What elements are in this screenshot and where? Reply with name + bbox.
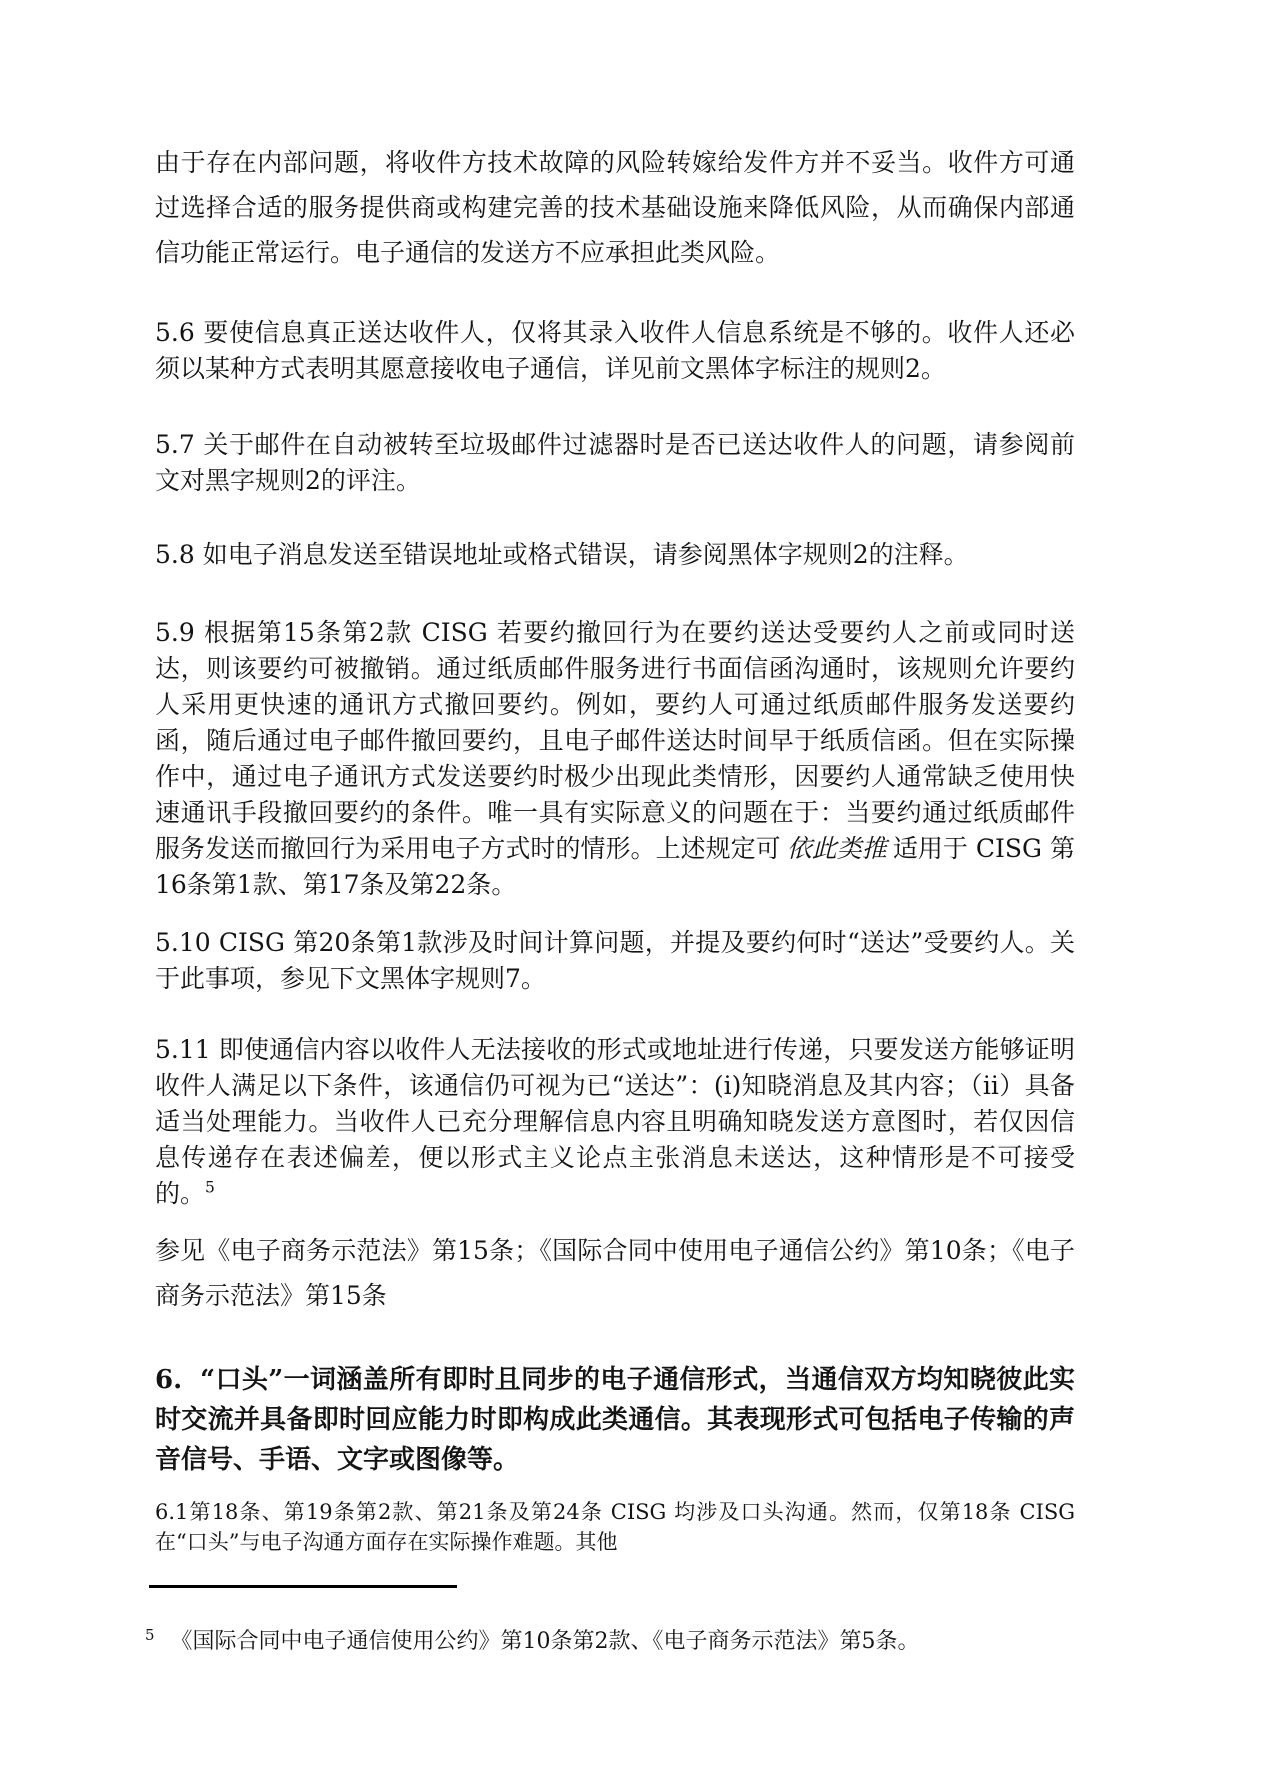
paragraph-5-11-text: 5.11 即使通信内容以收件人无法接收的形式或地址进行传递，只要发送方能够证明收件人满足以下条件，该通信仍可视为已“送达”：(i)知晓消息及其内容；（ii）具备适当处理能力。当收件人已充分理解信息内容且明确知晓发送方意图时，若仅因信息传递存在表述偏差，便以形式主义论点主张消息未送达，这种情形是不可接受的。 (155, 1035, 1075, 1208)
paragraph-6-heading (155, 1360, 1075, 1480)
paragraph-5-9-italic-phrase: 依此类推 (786, 834, 887, 863)
paragraph-5-9-text-after: 适用于 CISG 第16条第1款、第17条及第22条。 (155, 834, 1075, 899)
footnote-separator-rule (149, 1585, 457, 1588)
footnote-5-text: 《国际合同中电子通信使用公约》第10条第2款、《电子商务示范法》第5条。 (170, 1629, 920, 1654)
paragraph-6-heading-text: “口头”一词涵盖所有即时且同步的电子通信形式，当通信双方均知晓彼此实时交流并具备即时回应能力时即构成此类通信。其表现形式可包括电子传输的声音信号、手语、文字或图像等。 (155, 1365, 1075, 1475)
paragraph-5-8: 5.8 如电子消息发送至错误地址或格式错误，请参阅黑体字规则2的注释。 (155, 540, 969, 569)
paragraph-see-also: 参见《电子商务示范法》第15条；《国际合同中使用电子通信公约》第10条；《电子商务示范法》第15条 (155, 1236, 1075, 1310)
footnote-5 (145, 1625, 1075, 1658)
paragraph-5-6: 5.6 要使信息真正送达收件人，仅将其录入收件人信息系统是不够的。收件人还必须以某种方式表明其愿意接收电子通信，详见前文黑体字标注的规则2。 (155, 318, 1075, 383)
footnote-5-marker: 5 (145, 1625, 155, 1644)
paragraph-5-10: 5.10 CISG 第20条第1款涉及时间计算问题，并提及要约何时“送达”受要约人。关于此事项，参见下文黑体字规则7。 (155, 928, 1075, 993)
paragraph-intro: 由于存在内部问题，将收件方技术故障的风险转嫁给发件方并不妥当。收件方可通过选择合适的服务提供商或构建完善的技术基础设施来降低风险，从而确保内部通信功能正常运行。电子通信的发送方不应承担此类风险。 (155, 148, 1075, 267)
paragraph-6-1: 6.1第18条、第19条第2款、第21条及第24条 CISG 均涉及口头沟通。然而，仅第18条 CISG 在“口头”与电子沟通方面存在实际操作难题。其他 (155, 1500, 1075, 1554)
paragraph-6-number: 6. (155, 1365, 183, 1395)
paragraph-5-9-text-before: 5.9 根据第15条第2款 CISG 若要约撤回行为在要约送达受要约人之前或同时送达，则该要约可被撤销。通过纸质邮件服务进行书面信函沟通时，该规则允许要约人采用更快速的通讯方式撤回要约。例如，要约人可通过纸质邮件服务发送要约函，随后通过电子邮件撤回要约，且电子邮件送达时间早于纸质信函。但在实际操作中，通过电子通讯方式发送要约时极少出现此类情形，因要约人通常缺乏使用快速通讯手段撤回要约的条件。唯一具有实际意义的问题在于：当要约通过纸质邮件服务发送而撤回行为采用电子方式时的情形。上述规定可 (155, 618, 1075, 863)
paragraph-5-9 (155, 615, 1075, 903)
paragraph-5-11 (155, 1032, 1075, 1212)
footnote-reference-5: 5 (205, 1178, 215, 1197)
paragraph-5-7: 5.7 关于邮件在自动被转至垃圾邮件过滤器时是否已送达收件人的问题，请参阅前文对黑字规则2的评注。 (155, 430, 1075, 495)
